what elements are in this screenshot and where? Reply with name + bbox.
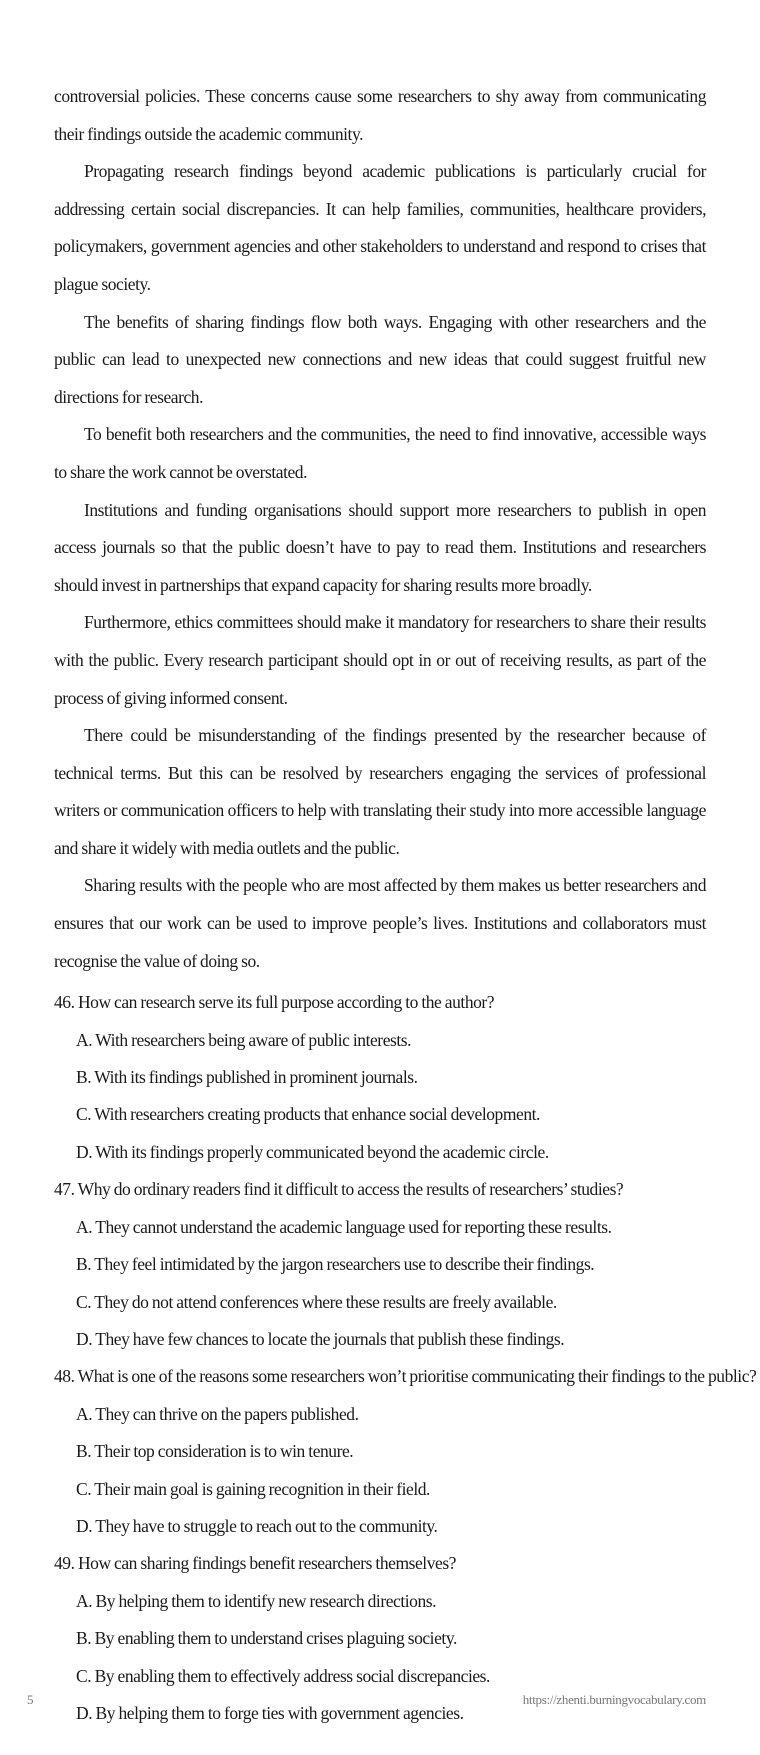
- answer-option: A. With researchers being aware of public interests.: [76, 1029, 412, 1050]
- passage-paragraph: The benefits of sharing findings flow both ways. Engaging with other researchers and the public can lead to unexpected new connections and new ideas that could suggest fruitful new directions for research.: [54, 311, 706, 407]
- answer-option: B. With its findings published in prominent journals.: [76, 1067, 418, 1088]
- question-text: 48. What is one of the reasons some researchers won’t prioritise communicating their findings to the public?: [54, 1366, 757, 1387]
- answer-option: A. They can thrive on the papers published.: [76, 1403, 359, 1424]
- question-text: 46. How can research serve its full purpose according to the author?: [54, 992, 495, 1013]
- answer-option: D. They have to struggle to reach out to the community.: [76, 1515, 438, 1536]
- passage-paragraph: Sharing results with the people who are most affected by them makes us better researchers and ensures that our work can be used to improve people’s lives. Institutions and collaborators must recognise the value of doing so.: [54, 875, 706, 971]
- passage-paragraph: Furthermore, ethics committees should make it mandatory for researchers to share their results with the public. Every research participant should opt in or out of receiving results, as part of the process of giving informed consent.: [54, 612, 706, 708]
- question-text: 49. How can sharing findings benefit researchers themselves?: [54, 1553, 456, 1574]
- passage: [54, 78, 706, 980]
- passage-paragraph: To benefit both researchers and the communities, the need to find innovative, accessible ways to share the work cannot be overstated.: [54, 424, 706, 482]
- answer-option: C. With researchers creating products that enhance social development.: [76, 1104, 540, 1125]
- question-text: 47. Why do ordinary readers find it difficult to access the results of researchers’ studies?: [54, 1179, 624, 1200]
- footer-url-link[interactable]: https://zhenti.burningvocabulary.com: [522, 1692, 706, 1707]
- answer-option: D. They have few chances to locate the journals that publish these findings.: [76, 1328, 565, 1349]
- question-item: [54, 1358, 757, 1545]
- answer-option: A. By helping them to identify new research directions.: [76, 1590, 437, 1611]
- question-list: [54, 984, 757, 1732]
- passage-paragraph: Propagating research findings beyond academic publications is particularly crucial for addressing certain social discrepancies. It can help families, communities, healthcare providers, policymakers, government agencies and other stakeholders to understand and respond to crises that plague society.: [54, 161, 706, 294]
- passage-paragraph: There could be misunderstanding of the findings presented by the researcher because of technical terms. But this can be resolved by researchers engaging the services of professional writers or communication officers to help with translating their study into more accessible language and share it widely with media outlets and the public.: [54, 725, 706, 858]
- document-page: [54, 78, 757, 1732]
- answer-option: C. They do not attend conferences where these results are freely available.: [76, 1291, 557, 1312]
- passage-paragraph: Institutions and funding organisations should support more researchers to publish in open access journals so that the public doesn’t have to pay to read them. Institutions and researchers should invest in partnerships that expand capacity for sharing results more broadly.: [54, 499, 706, 595]
- answer-option: A. They cannot understand the academic language used for reporting these results.: [76, 1216, 612, 1237]
- passage-paragraph: controversial policies. These concerns cause some researchers to shy away from communicating their findings outside the academic community.: [54, 86, 706, 144]
- answer-option: D. With its findings properly communicated beyond the academic circle.: [76, 1141, 549, 1162]
- answer-option: D. By helping them to forge ties with government agencies.: [76, 1702, 464, 1723]
- answer-option: B. By enabling them to understand crises plaguing society.: [76, 1628, 457, 1649]
- answer-option: B. They feel intimidated by the jargon researchers use to describe their findings.: [76, 1254, 595, 1275]
- answer-option: C. Their main goal is gaining recognition in their field.: [76, 1478, 430, 1499]
- answer-option: C. By enabling them to effectively address social discrepancies.: [76, 1665, 490, 1686]
- question-item: [54, 984, 706, 1171]
- page-number: 5: [27, 1692, 34, 1707]
- answer-option: B. Their top consideration is to win tenure.: [76, 1441, 354, 1462]
- question-item: [54, 1171, 706, 1358]
